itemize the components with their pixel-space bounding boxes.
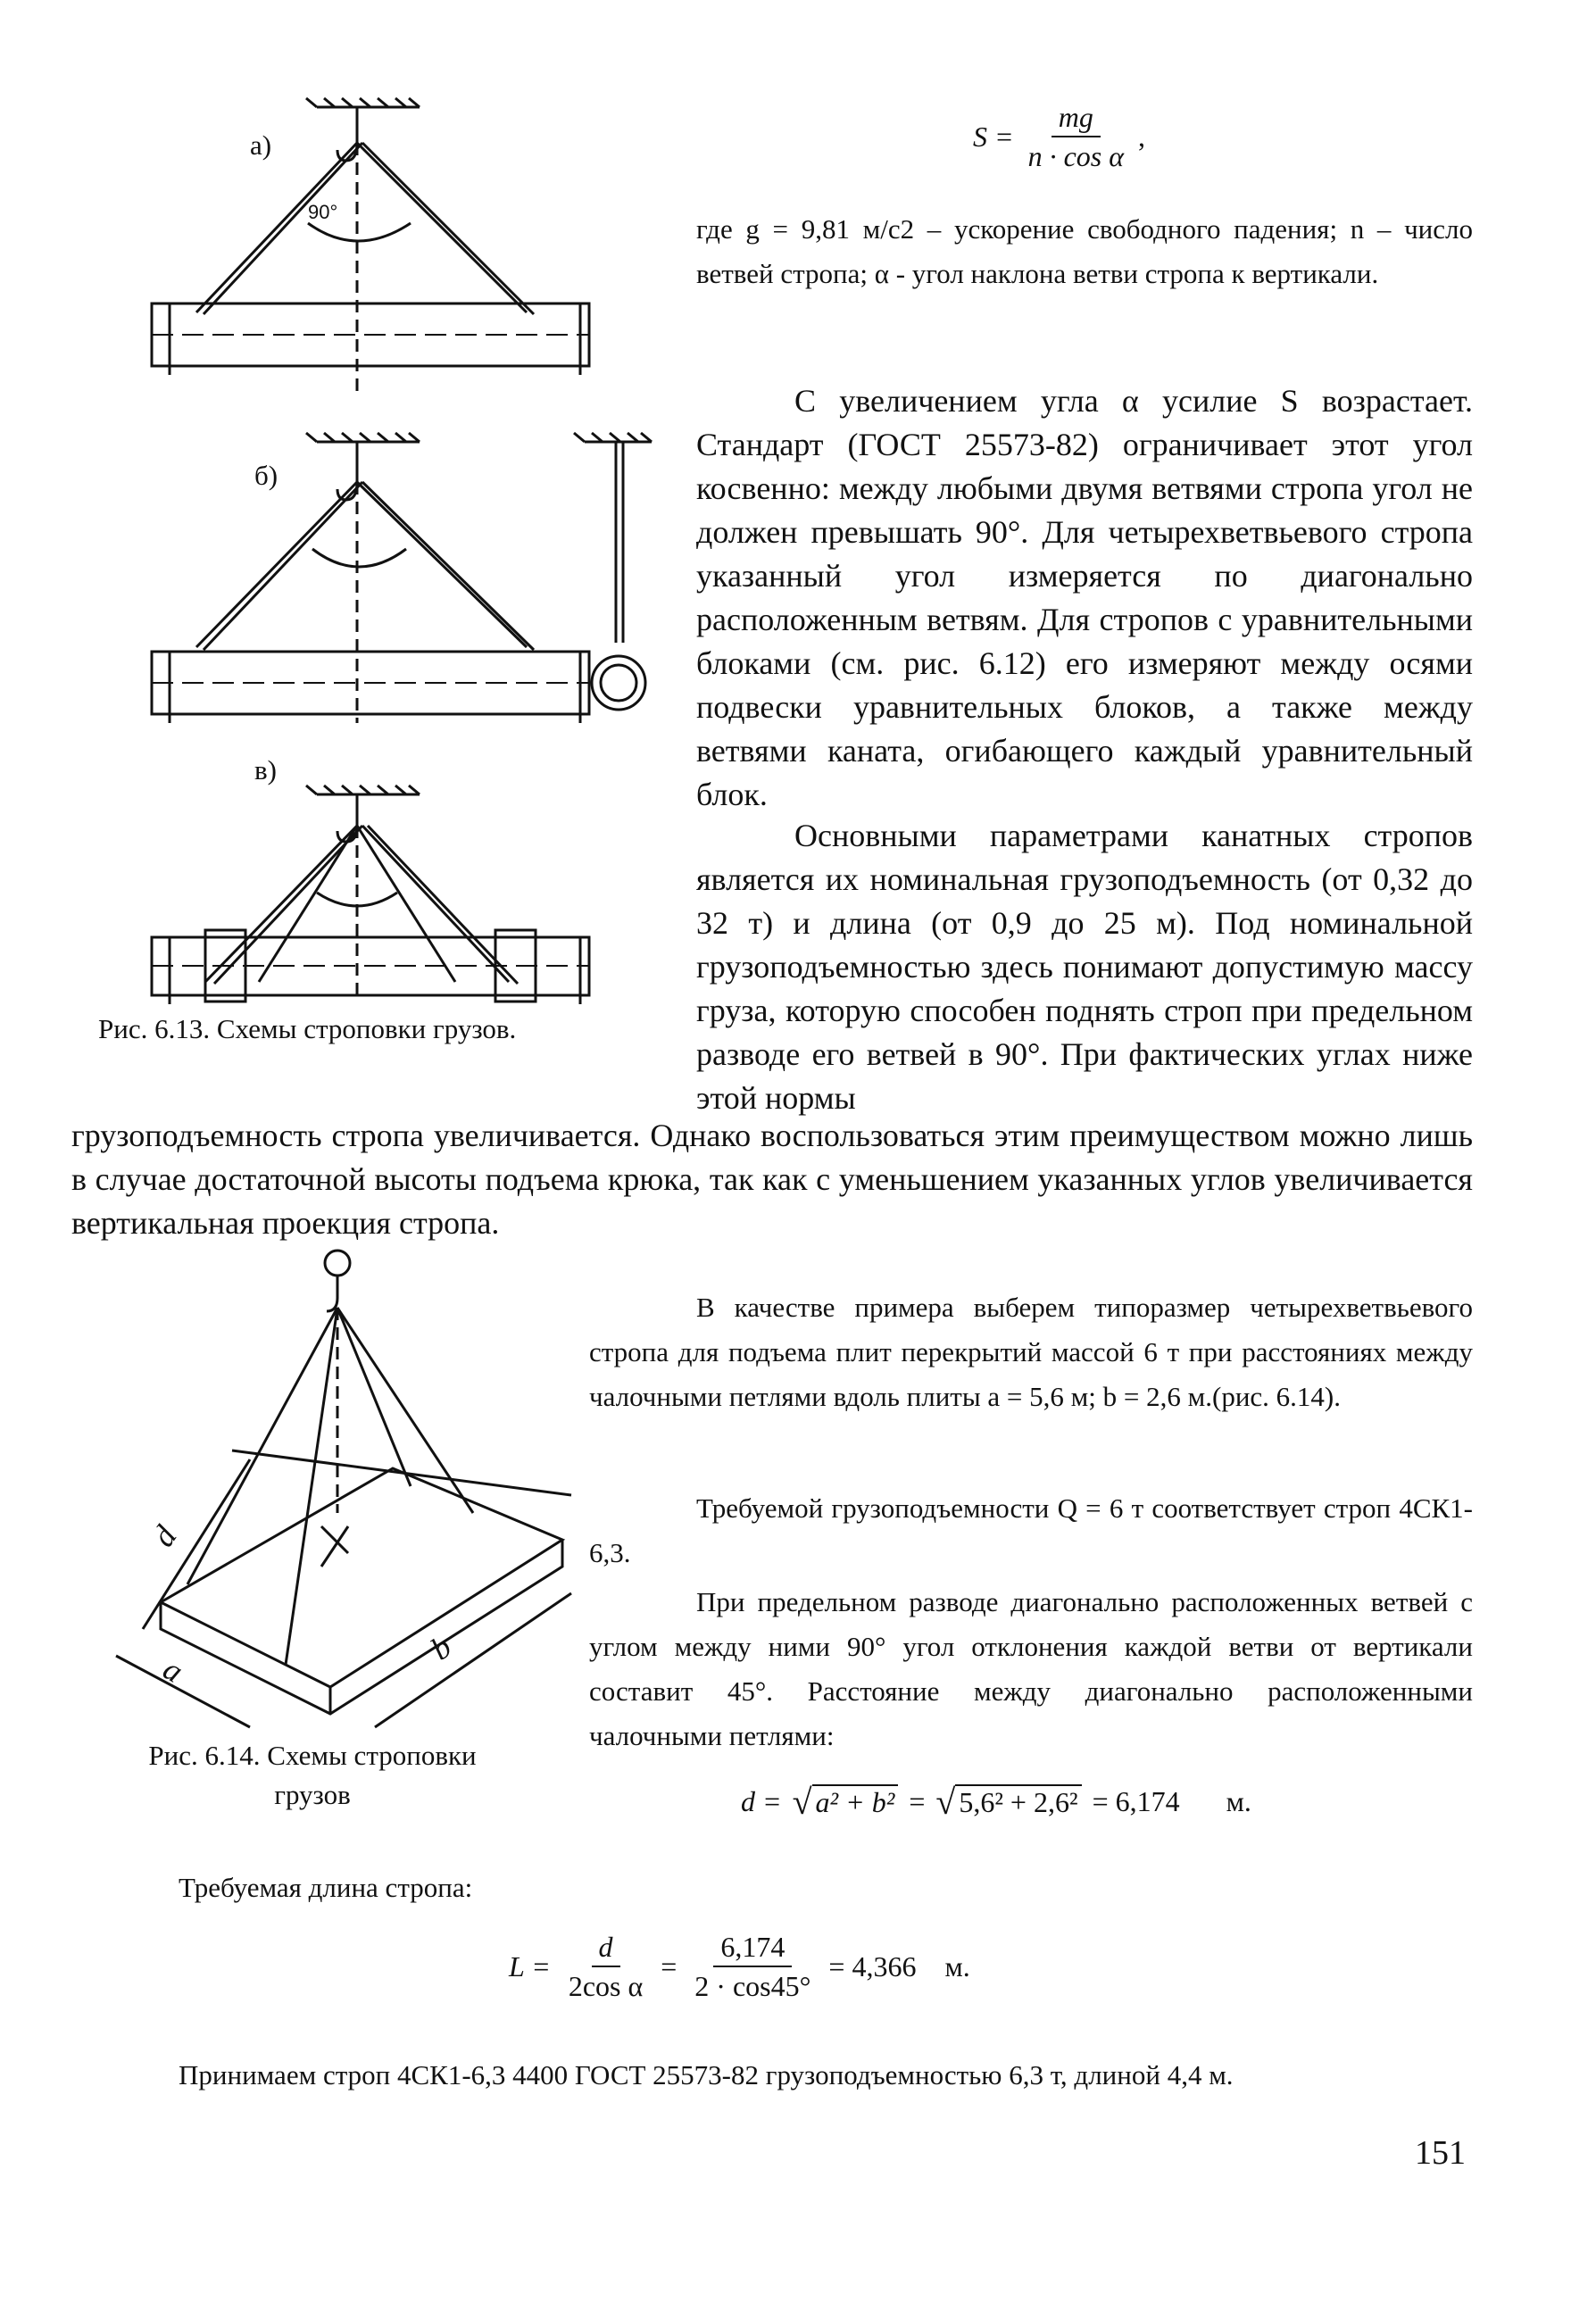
paragraph-required: Требуемой грузоподъемности Q = 6 т соответствует строп 4СК1-6,3. [589,1492,1473,1568]
paragraph-limit: При предельном разводе диагонально расположенных ветвей с углом между ними 90° угол отклонения каждой ветви от вертикали составит 45°. Расстояние между диагонально расположенными чалочными петлями: [589,1586,1473,1751]
formula-d-result: = 6,174 [1092,1785,1180,1817]
sqrt-sign-2: √ [935,1782,956,1822]
figure-6-13-label-b: б) [254,460,278,491]
figure-6-14-label-d: d [145,1519,184,1553]
formula-d-radicand-1: a² + b² [812,1784,899,1819]
formula-l-fraction-2 [687,1928,818,2005]
paragraph-example: В качестве примера выберем типоразмер четырехветвьевого стропа для подъема плит перекрытий массой 6 т при расстояниях между чалочными петлями вдоль плиты a = 5,6 м; b = 2,6 м.(рис. 6.14). [589,1292,1473,1412]
formula-l-lhs: L = [509,1949,551,1982]
page-number: 151 [1415,2134,1466,2172]
figure-6-13-diagram [134,89,669,1000]
figure-6-13-angle-label: 90° [308,201,338,223]
formula-s-lhs: S = [973,120,1014,153]
formula-l-unit: м. [944,1949,970,1982]
sqrt-sign-1: √ [792,1782,812,1822]
figure-6-13-beam-v [134,937,634,1009]
formula-s-fraction [1021,98,1131,175]
figure-6-14-caption-line1: Рис. 6.14. Схемы строповки [148,1740,477,1771]
figure-6-13-label-v: в) [254,754,277,785]
formula-d [741,1781,1251,1823]
formula-d-eq: = [909,1785,926,1817]
formula-s [973,98,1145,175]
formula-l [509,1928,970,2005]
formula-d-radical-2 [935,1781,1081,1823]
paragraph-where: где g = 9,81 м/с2 – ускорение свободного падения; n – число ветвей стропа; α - угол наклона ветви стропа к вертикали. [696,213,1473,289]
formula-s-denominator: n · cos α [1027,140,1125,172]
figure-6-13-label-a: а) [250,129,272,161]
label-length: Требуемая длина стропа: [179,1872,473,1903]
paragraph-params-continued: грузоподъемность стропа увеличивается. Однако воспользоваться этим преимуществом можно лишь в случае достаточной высоты подъема крюка, так как с уменьшением указанных углов увеличивается вертикальная проекция стропа. [71,1118,1473,1241]
formula-l-num-2: 6,174 [713,1928,792,1967]
paragraph-conclusion: Принимаем строп 4СК1-6,3 4400 ГОСТ 25573-82 грузоподъемностью 6,3 т, длиной 4,4 м. [179,2059,1234,2090]
formula-l-num-1: d [592,1928,620,1967]
formula-s-tail: , [1138,120,1146,153]
figure-6-14-label-b: b [424,1628,458,1667]
figure-6-14-caption [98,1736,527,1815]
formula-d-radical-1 [793,1781,899,1823]
paragraph-params: Основными параметрами канатных стропов является их номинальная грузоподъемность (от 0,32 до 32 т) и длина (от 0,9 до 25 м). Под номинальной грузоподъемностью здесь понимают допустимую массу груза, которую способен поднять строп при предельном разводе его ветвей в 90°. При фактических углах ниже этой нормы [696,818,1473,1116]
formula-l-eq: = [661,1949,677,1982]
formula-d-unit: м. [1226,1785,1251,1817]
formula-l-den-1: 2cos α [568,1970,644,2002]
figure-6-14-label-a: a [157,1650,189,1690]
figure-6-14-caption-line2: грузов [274,1779,351,1810]
formula-s-numerator: mg [1052,98,1101,137]
formula-d-radicand-2: 5,6² + 2,6² [955,1784,1081,1819]
figure-6-13-caption: Рис. 6.13. Схемы строповки грузов. [98,1013,517,1044]
paragraph-angle: С увеличением угла α усилие S возрастает. Стандарт (ГОСТ 25573-82) ограничивает этот угол косвенно: между любыми двумя ветвями стропа угол не должен превышать 90°. Для четырехветвьевого стропа указанный угол измеряется по диагонально расположенным ветвям. Для стропов с уравнительными блоками (см. рис. 6.12) его измеряют между осями подвески уравнительных блоков, а также между ветвями каната, огибающего каждый уравнительный блок. [696,383,1473,812]
formula-l-den-2: 2 · cos45° [694,1970,811,2002]
formula-l-fraction-1 [561,1928,650,2005]
formula-d-lhs: d = [741,1785,782,1817]
formula-l-result: = 4,366 [828,1949,917,1982]
